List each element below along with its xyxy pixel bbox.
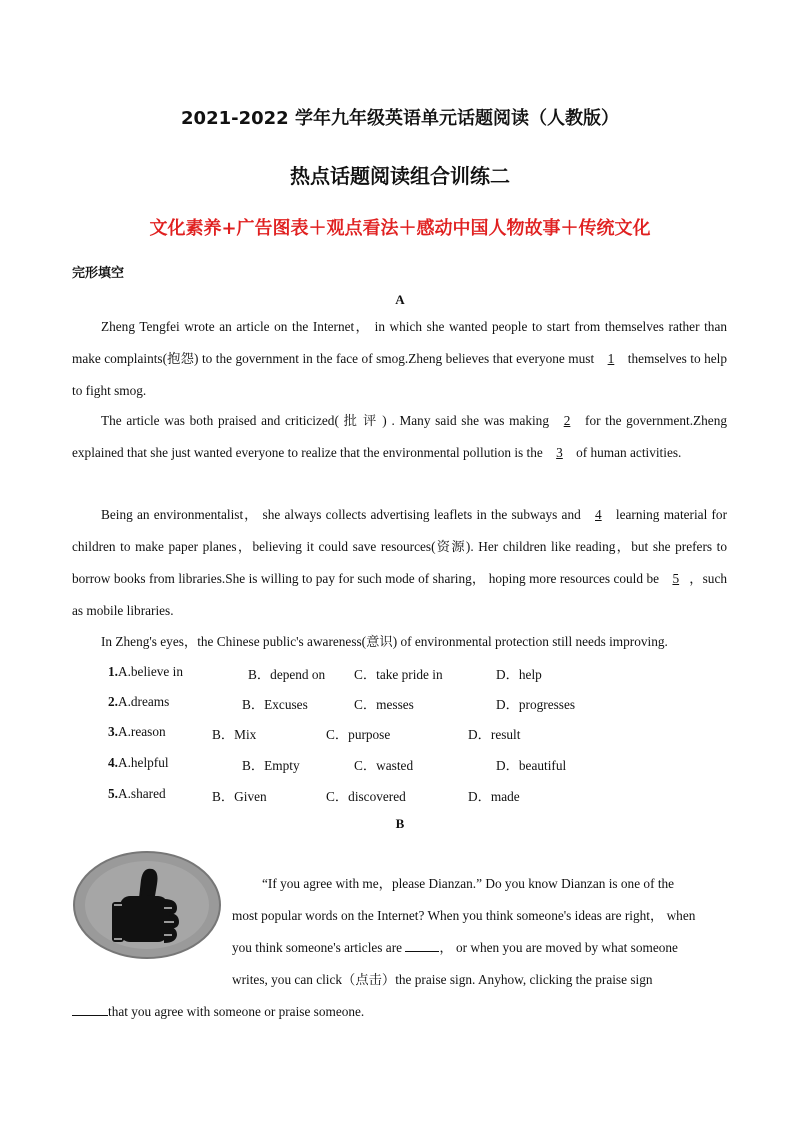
section-label: 完形填空	[72, 266, 125, 281]
option-b: B．Mix	[212, 727, 257, 742]
question-option	[108, 724, 166, 740]
part-b-line-3-text-b: ， or when you are moved by what someone	[439, 940, 678, 955]
option-c: C．messes	[354, 697, 414, 712]
paragraph-2	[72, 405, 727, 469]
part-a-letter: A	[395, 292, 405, 307]
question-number: 5.	[108, 786, 118, 801]
question-row	[108, 664, 728, 686]
blank-4: 4	[595, 507, 602, 522]
blank-5: 5	[672, 571, 680, 586]
paragraph-1	[72, 311, 727, 407]
option-c: C．discovered	[326, 789, 406, 804]
main-title: 2021-2022 学年九年级英语单元话题阅读（人教版）	[181, 108, 619, 129]
part-b-line-2: most popular words on the Internet? When you think someone's ideas are right， when	[232, 908, 696, 923]
question-option	[108, 786, 166, 802]
option-b: B．depend on	[248, 667, 326, 682]
option-d: D．beautiful	[496, 758, 567, 773]
question-number: 4.	[108, 755, 118, 770]
part-b-line-1: “If you agree with me，please Dianzan.” Do you know Dianzan is one of the	[262, 876, 675, 891]
option-c: C．wasted	[354, 758, 414, 773]
blank-b2	[72, 1001, 108, 1016]
option-d: D．progresses	[496, 697, 576, 712]
question-row	[108, 786, 728, 808]
option-a: A.shared	[117, 786, 166, 801]
question-row	[108, 694, 728, 716]
paragraph-3-text-c: ，such as mobile libraries.	[72, 571, 727, 618]
question-number: 1.	[108, 664, 118, 679]
topic-line: 文化素养+广告图表＋观点看法＋感动中国人物故事＋传统文化	[149, 218, 651, 239]
part-b-line-3	[232, 932, 732, 964]
question-row	[108, 724, 728, 746]
blank-2: 2	[563, 413, 571, 428]
paragraph-2-text-b: for the government.Zheng explained that she just wanted everyone to realize that the environmental pollution is the	[72, 413, 727, 460]
option-b: B．Excuses	[242, 697, 308, 712]
part-b-line-4: writes, you can click（点击）the praise sign. Anyhow, clicking the praise sign	[232, 972, 653, 987]
part-b-letter: B	[395, 816, 405, 831]
option-a: A.helpful	[117, 755, 169, 770]
part-b-line-5	[72, 996, 732, 1028]
sub-title: 热点话题阅读组合训练二	[290, 164, 510, 188]
paragraph-2-text-c: of human activities.	[572, 445, 682, 460]
thumbs-up-icon	[72, 850, 222, 960]
paragraph-1-text-b: themselves to help to fight smog.	[72, 351, 727, 398]
option-c: C．purpose	[326, 727, 391, 742]
paragraph-3-text-a: Being an environmentalist， she always collects advertising leaflets in the subways and	[101, 507, 585, 522]
question-option	[108, 694, 169, 710]
option-d: D．made	[468, 789, 520, 804]
question-number: 2.	[108, 694, 118, 709]
question-option	[108, 755, 169, 771]
paragraph-3-text-b: learning material for children to make paper planes，believing it could save resources(资源). Her children like reading，but she prefers to borrow books from libraries.She is willing to pay for such mode of sharing， hoping more resources could be	[72, 507, 728, 586]
paragraph-1-text-a: Zheng Tengfei wrote an article on the Internet， in which she wanted people to start from themselves rather than make complaints(抱怨) to the government in the face of smog.Zheng believes that everyone must	[72, 319, 727, 366]
question-option	[108, 664, 183, 680]
option-a: A.believe in	[117, 664, 183, 679]
blank-1: 1	[607, 351, 615, 366]
paragraph-4: In Zheng's eyes，the Chinese public's awareness(意识) of environmental protection still needs improving.	[101, 634, 668, 649]
option-c: C．take pride in	[354, 667, 443, 682]
part-b-line-3-text-a: you think someone's articles are	[232, 940, 406, 955]
question-number: 3.	[108, 724, 118, 739]
part-b-line-5-text: that you agree with someone or praise someone.	[108, 1004, 365, 1019]
blank-3: 3	[556, 445, 563, 460]
paragraph-2-text-a: The article was both praised and criticized( 批 评 ) . Many said she was making	[101, 413, 554, 428]
option-a: A.dreams	[117, 694, 170, 709]
option-a: A.reason	[117, 724, 166, 739]
paragraph-3	[72, 499, 727, 627]
option-d: D．help	[496, 667, 542, 682]
question-row	[108, 755, 728, 777]
option-d: D．result	[468, 727, 521, 742]
option-b: B．Given	[212, 789, 267, 804]
option-b: B．Empty	[242, 758, 300, 773]
blank-b1	[405, 937, 439, 952]
